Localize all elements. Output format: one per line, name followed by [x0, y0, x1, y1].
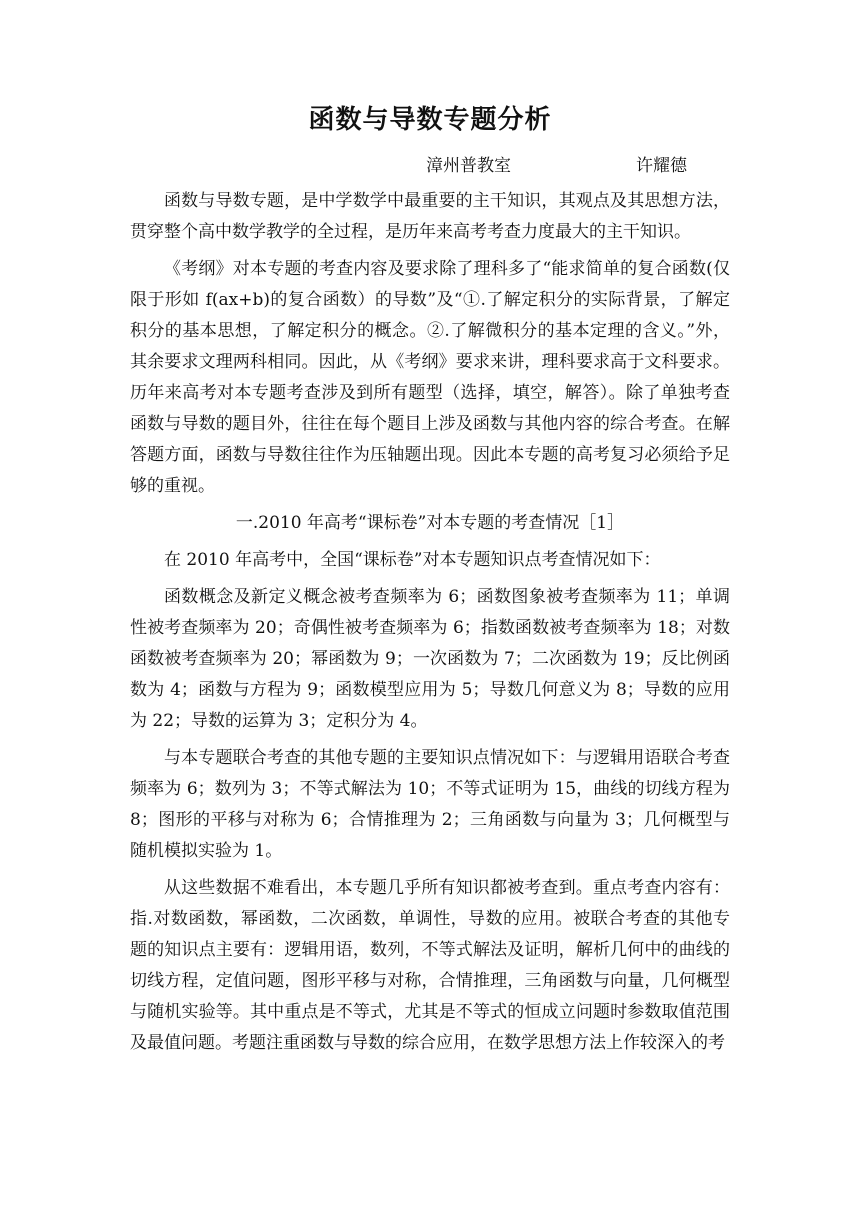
author-name: 许耀德 [636, 156, 687, 176]
paragraph-joint-topics: 与本专题联合考查的其他专题的主要知识点情况如下：与逻辑用语联合考查频率为 6；数列为 3；不等式解法为 10；不等式证明为 15，曲线的切线方程为 8；图形的平移与对称为 6；合情推理为 2；三角函数与向量为 3；几何概型与随机模拟实验为 1。 [130, 748, 730, 861]
paragraph-overview: 在 2010 年高考中，全国“课标卷”对本专题知识点考查情况如下： [164, 550, 661, 570]
paragraph-conclusion: 从这些数据不难看出，本专题几乎所有知识都被考查到。重点考查内容有：指.对数函数，幂函数，二次函数，单调性，导数的应用。被联合考查的其他专题的知识点主要有：逻辑用语，数列，不等式解法及证明，解析几何中的曲线的切线方程，定值问题，图形平移与对称，合情推理，三角函数与向量，几何概型与随机实验等。其中重点是不等式，尤其是不等式的恒成立问题时参数取值范围及最值问题。考题注重函数与导数的综合应用，在数学思想方法上作较深入的考 [130, 878, 730, 1053]
paragraph-topic-frequencies: 函数概念及新定义概念被考查频率为 6；函数图象被考查频率为 11；单调性被考查频率为 20；奇偶性被考查频率为 6；指数函数被考查频率为 18；对数函数被考查频率为 20；幂函数为 9；一次函数为 7；二次函数为 19；反比例函数为 4；函数与方程为 9；函数模型应用为 5；导数几何意义为 8；导数的应用为 22；导数的运算为 3；定积分为 4。 [130, 587, 730, 731]
document-body [130, 186, 730, 1059]
paragraph-syllabus: 《考纲》对本专题的考查内容及要求除了理科多了“能求简单的复合函数(仅限于形如 f(ax+b)的复合函数）的导数”及“①.了解定积分的实际背景，了解定积分的基本思想，了解定积分的概念。②.了解微积分的基本定理的含义。”外，其余要求文理两科相同。因此，从《考纲》要求来讲，理科要求高于文科要求。历年来高考对本专题考查涉及到所有题型（选择，填空，解答）。除了单独考查函数与导数的题目外，往往在每个题目上涉及函数与其他内容的综合考查。在解答题方面，函数与导数往往作为压轴题出现。因此本专题的高考复习必须给予足够的重视。 [130, 259, 730, 496]
author-organization: 漳州普教室 [426, 156, 511, 176]
document-title: 函数与导数专题分析 [308, 105, 552, 135]
section-heading: 一.2010 年高考“课标卷”对本专题的考查情况［1］ [235, 513, 625, 533]
paragraph-intro: 函数与导数专题，是中学数学中最重要的主干知识，其观点及其思想方法，贯穿整个高中数学教学的全过程，是历年来高考考查力度最大的主干知识。 [130, 191, 730, 242]
